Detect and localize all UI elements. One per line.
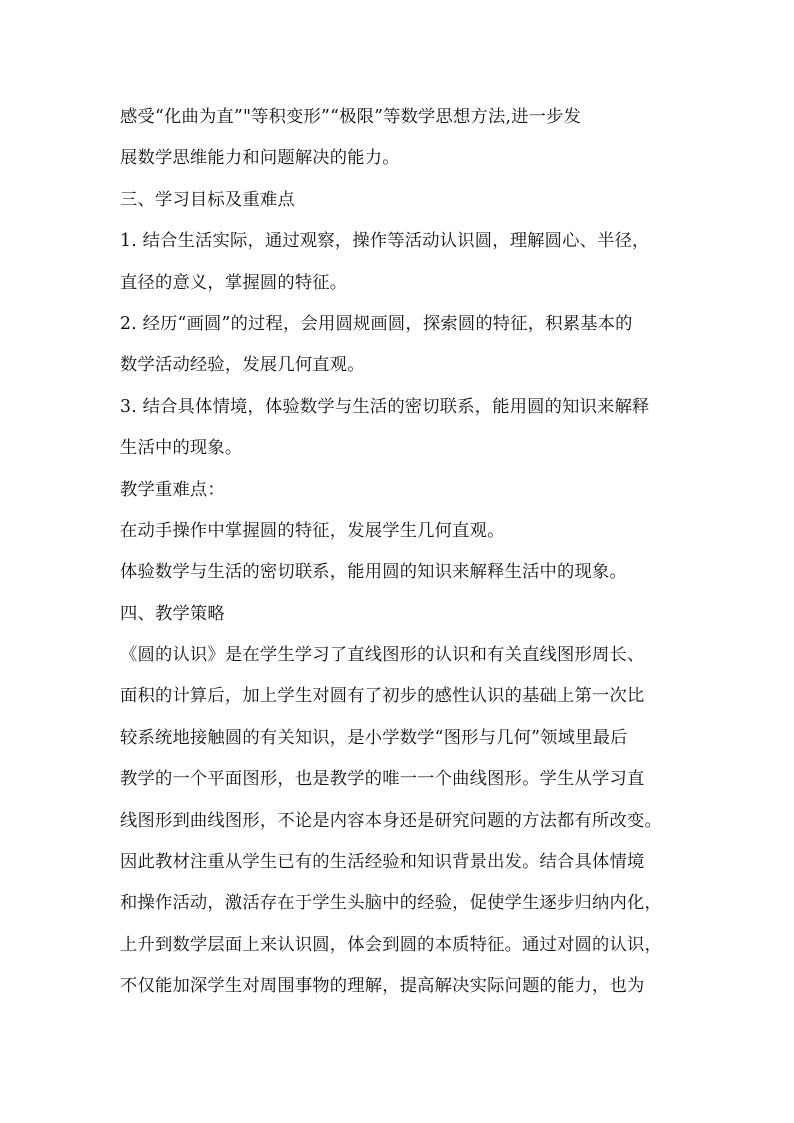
subheading: 教学重难点： (120, 479, 225, 500)
text-line: 和操作活动，激活存在于学生头脑中的经验，促使学生逐步归纳内化， (120, 893, 662, 914)
text-line: 上升到数学层面上来认识圆，体会到圆的本质特征。通过对圆的认识， (120, 934, 662, 955)
section-heading: 三、学习目标及重难点 (120, 189, 295, 210)
text-line: 线图形到曲线图形，不论是内容本身还是研究问题的方法都有所改变。 (120, 810, 662, 831)
text-line: 教学的一个平面图形，也是教学的唯一一个曲线图形。学生从学习直 (120, 769, 645, 790)
text-line: 数学活动经验，发展几何直观。 (120, 355, 365, 376)
text-line: 较系统地接触圆的有关知识，是小学数学“图形与几何”领域里最后 (120, 727, 628, 748)
text-line: 直径的意义，掌握圆的特征。 (120, 272, 348, 293)
section-heading: 四、教学策略 (120, 603, 225, 624)
text-line: 3. 结合具体情境，体验数学与生活的密切联系，能用圆的知识来解释 (120, 396, 650, 417)
text-line: 2. 经历“画圆”的过程，会用圆规画圆，探索圆的特征，积累基本的 (120, 313, 633, 334)
text-line: 因此教材注重从学生已有的生活经验和知识背景出发。结合具体情境 (120, 852, 645, 873)
text-line: 展数学思维能力和问题解决的能力。 (120, 148, 400, 169)
text-line: 体验数学与生活的密切联系，能用圆的知识来解释生活中的现象。 (120, 562, 627, 583)
document-body (120, 97, 695, 1008)
text-line: 面积的计算后，加上学生对圆有了初步的感性认识的基础上第一次比 (120, 686, 645, 707)
text-line: 生活中的现象。 (120, 438, 243, 459)
text-line: 1. 结合生活实际，通过观察，操作等活动认识圆，理解圆心、半径， (120, 231, 650, 252)
text-line: 《圆的认识》是在学生学习了直线图形的认识和有关直线图形周长、 (120, 645, 645, 666)
text-line: 不仅能加深学生对周围事物的理解，提高解决实际问题的能力，也为 (120, 976, 645, 997)
text-line: 在动手操作中掌握圆的特征，发展学生几何直观。 (120, 520, 505, 541)
text-line: 感受“化曲为直”"等积变形”“极限”等数学思想方法,进一步发 (120, 107, 582, 127)
